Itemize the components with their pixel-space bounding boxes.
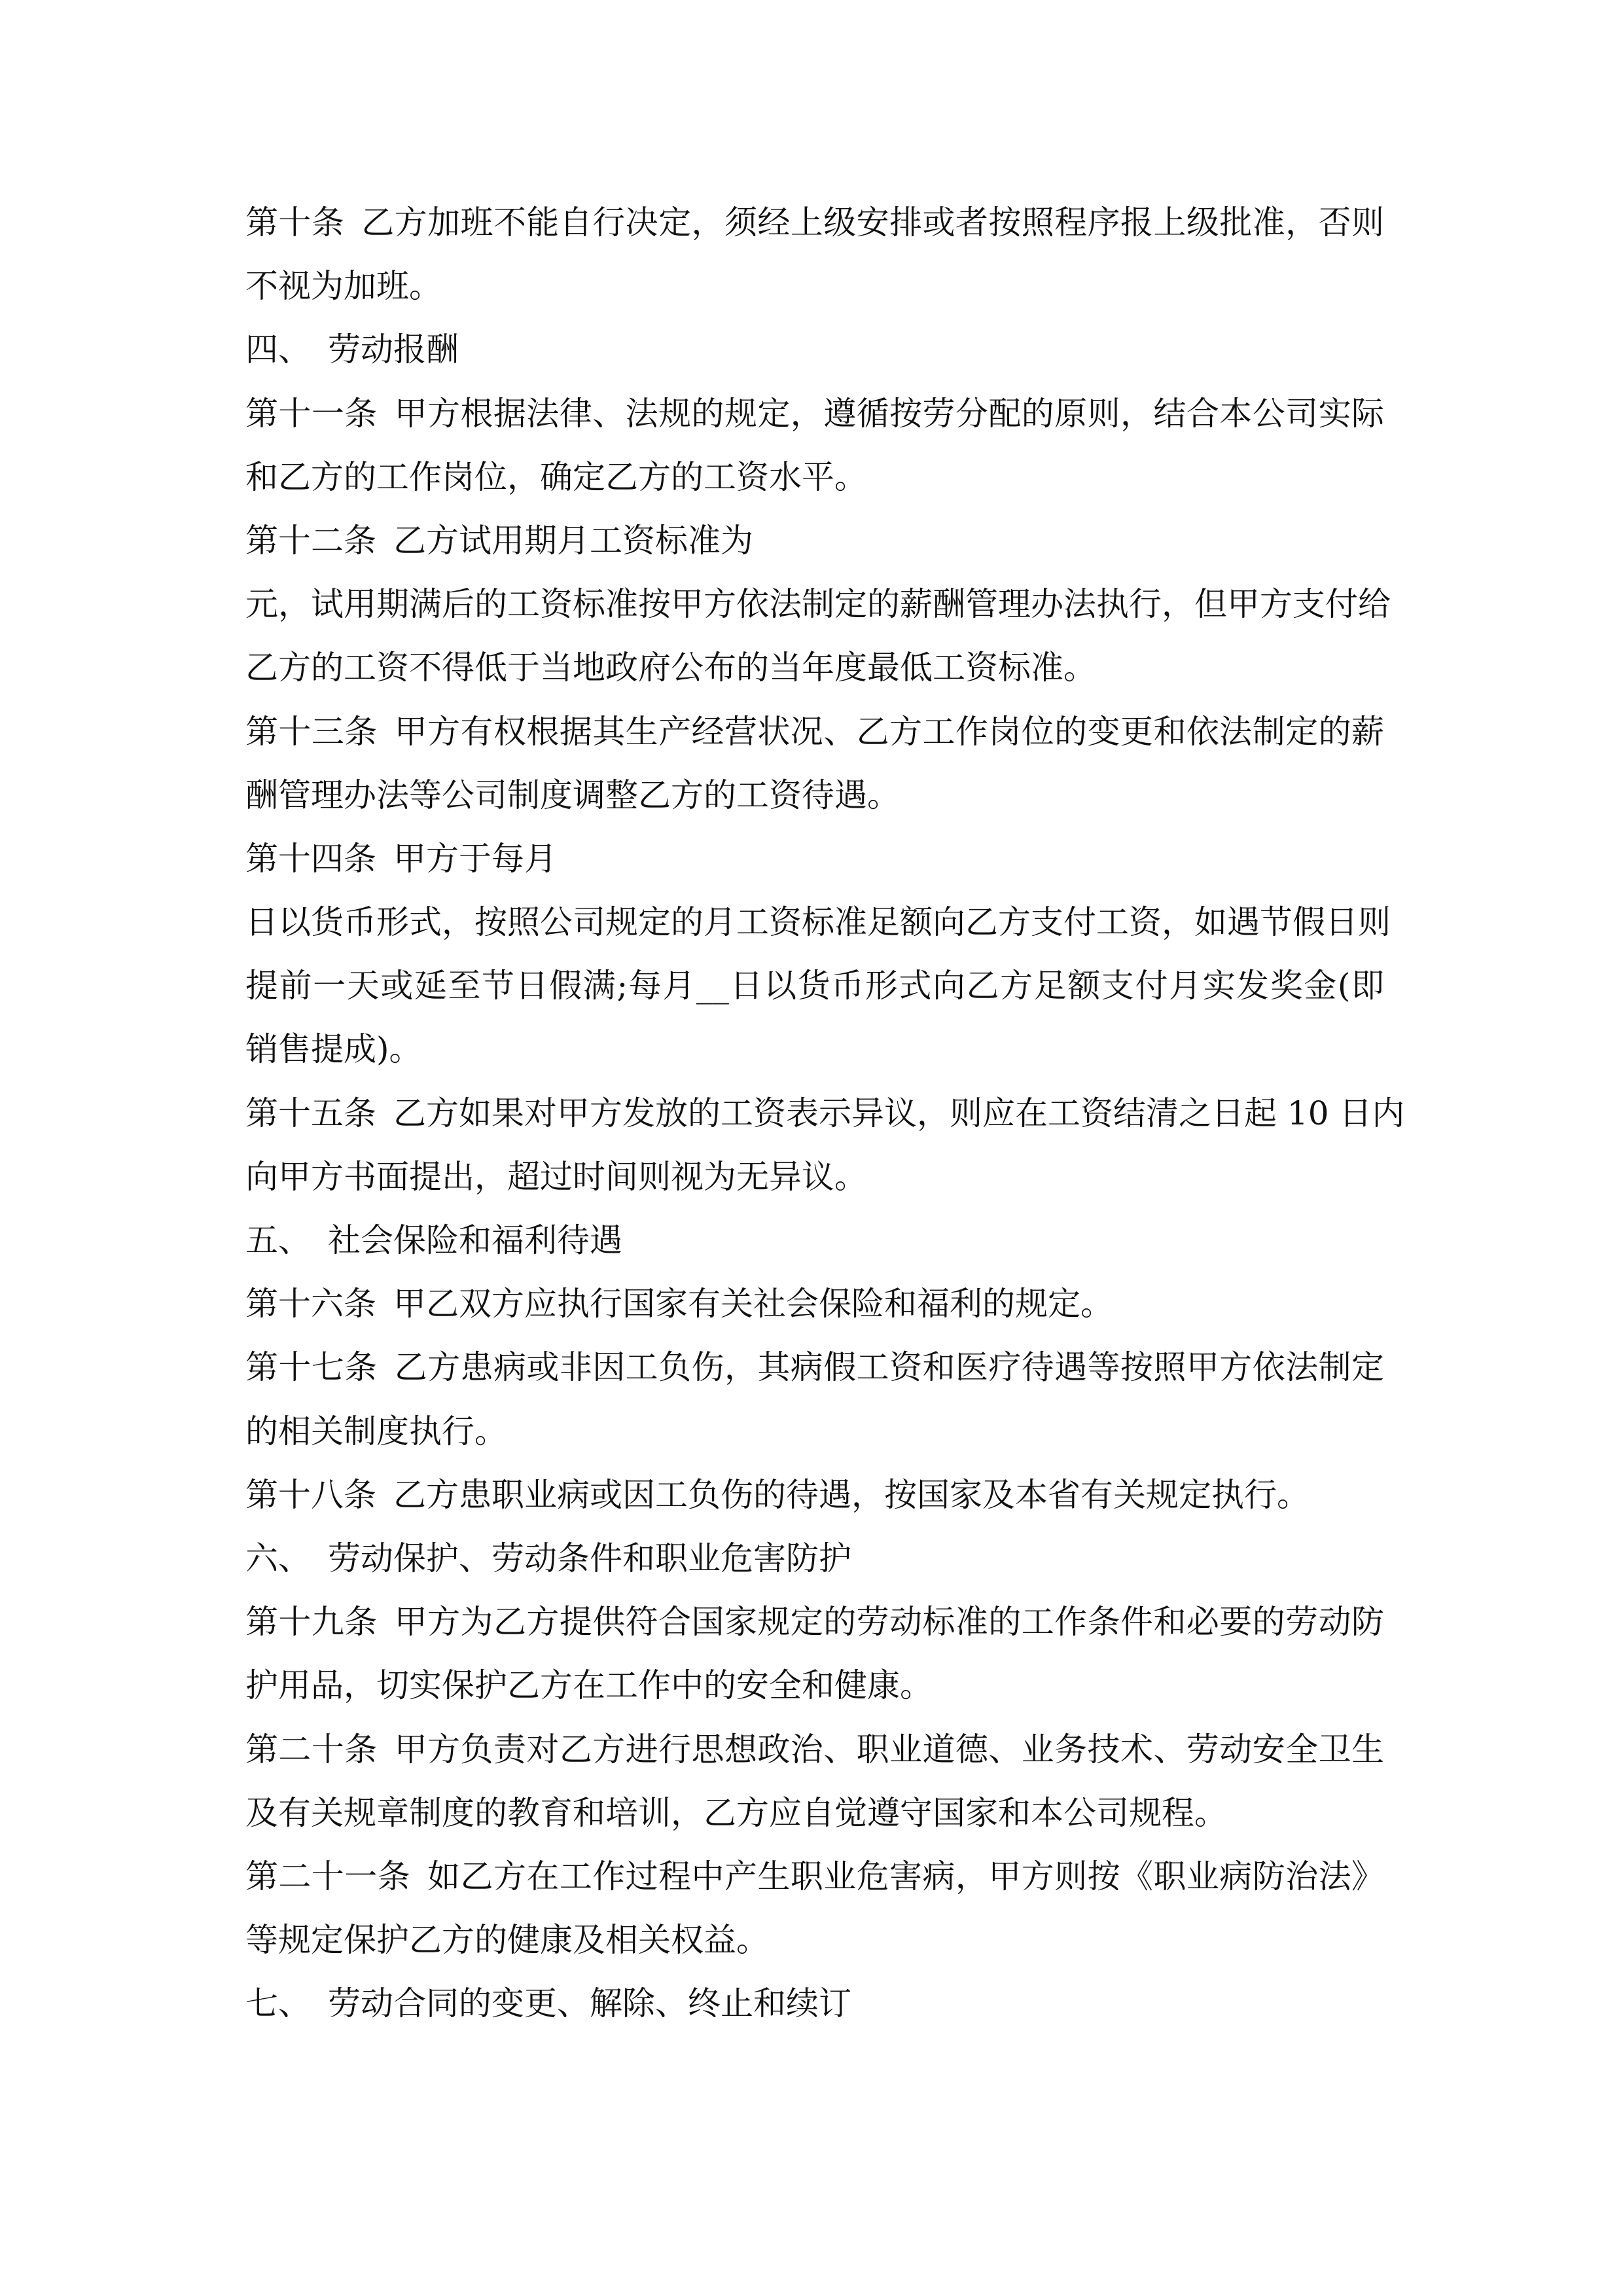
article-text: 乙方患职业病或因工负伤的待遇，按国家及本省有关规定执行。	[393, 1475, 1310, 1514]
article-number: 第十三条	[245, 712, 378, 751]
article-text: 甲方为乙方提供符合国家规定的劳动标准的工作条件和必要的劳动防	[394, 1603, 1385, 1641]
article-12-line-2: 元，试用期满后的工资标准按甲方依法制定的薪酬管理办法执行，但甲方支付给	[245, 585, 1391, 624]
article-text: 乙方如果对甲方发放的工资表示异议，则应在工资结清之日起 10 日内	[393, 1094, 1405, 1132]
document-body	[245, 191, 1405, 2036]
section-number: 六、	[245, 1539, 311, 1577]
article-10-line-1	[245, 191, 1384, 255]
article-17-line-2: 的相关制度执行。	[245, 1412, 507, 1450]
article-15-line-1	[245, 1082, 1405, 1145]
article-14-line-4: 销售提成)。	[245, 1030, 422, 1069]
section-heading-4	[245, 318, 1384, 382]
article-21-line-2: 等规定保护乙方的健康及相关权益。	[245, 1921, 769, 1960]
article-14-line-3: 提前一天或延至节日假满;每月__日以货币形式向乙方足额支付月实发奖金(即	[245, 967, 1384, 1005]
section-number: 五、	[245, 1221, 311, 1259]
section-number: 四、	[245, 331, 311, 369]
article-text: 甲方于每月	[393, 839, 557, 878]
article-12-line-3: 乙方的工资不得低于当地政府公布的当年度最低工资标准。	[245, 649, 1096, 687]
section-title: 劳动合同的变更、解除、终止和续订	[328, 1984, 851, 2023]
section-title: 劳动报酬	[328, 331, 459, 369]
article-20-line-1	[245, 1718, 1384, 1782]
article-14-line-2: 日以货币形式，按照公司规定的月工资标准足额向乙方支付工资，如遇节假日则	[245, 903, 1391, 942]
article-16-line-1	[245, 1272, 1384, 1336]
article-10-line-2: 不视为加班。	[245, 267, 442, 306]
article-text: 甲方负责对乙方进行思想政治、职业道德、业务技术、劳动安全卫生	[394, 1730, 1385, 1768]
article-number: 第二十条	[245, 1730, 378, 1768]
article-13-line-2: 酬管理办法等公司制度调整乙方的工资待遇。	[245, 776, 900, 814]
article-13-line-1	[245, 700, 1384, 764]
section-title: 劳动保护、劳动条件和职业危害防护	[328, 1539, 851, 1577]
section-heading-7	[245, 1972, 1384, 2036]
section-title: 社会保险和福利待遇	[328, 1221, 622, 1259]
article-21-line-1	[245, 1845, 1384, 1909]
article-19-line-1	[245, 1590, 1384, 1654]
article-12-line-1	[245, 509, 1384, 573]
article-11-line-1	[245, 382, 1384, 446]
article-number: 第十九条	[245, 1603, 378, 1641]
article-20-line-2: 及有关规章制度的教育和培训，乙方应自觉遵守国家和本公司规程。	[245, 1793, 1227, 1832]
article-text: 乙方患病或非因工负伤，其病假工资和医疗待遇等按照甲方依法制定	[394, 1348, 1385, 1387]
article-number: 第十二条	[245, 521, 376, 560]
section-heading-5	[245, 1209, 1384, 1272]
article-18-line-1	[245, 1463, 1384, 1527]
article-number: 第十条	[245, 204, 345, 242]
article-text: 甲乙双方应执行国家有关社会保险和福利的规定。	[393, 1285, 1113, 1323]
article-14-line-1	[245, 827, 1384, 891]
article-15-line-2: 向甲方书面提出，超过时间则视为无异议。	[245, 1157, 867, 1196]
article-text: 乙方加班不能自行决定，须经上级安排或者按照程序报上级批准，否则	[361, 204, 1385, 242]
article-number: 第二十一条	[245, 1857, 411, 1895]
article-number: 第十五条	[245, 1094, 376, 1132]
article-text: 乙方试用期月工资标准为	[393, 521, 753, 560]
article-number: 第十七条	[245, 1348, 378, 1387]
article-11-line-2: 和乙方的工作岗位，确定乙方的工资水平。	[245, 457, 867, 496]
article-number: 第十八条	[245, 1475, 376, 1514]
article-number: 第十一条	[245, 394, 378, 433]
article-number: 第十四条	[245, 839, 376, 878]
article-text: 如乙方在工作过程中产生职业危害病，甲方则按《职业病防治法》	[427, 1857, 1385, 1895]
article-text: 甲方有权根据其生产经营状况、乙方工作岗位的变更和依法制定的薪	[394, 712, 1385, 751]
article-text: 甲方根据法律、法规的规定，遵循按劳分配的原则，结合本公司实际	[394, 394, 1385, 433]
article-19-line-2: 护用品，切实保护乙方在工作中的安全和健康。	[245, 1666, 933, 1705]
article-17-line-1	[245, 1336, 1384, 1399]
section-heading-6	[245, 1527, 1384, 1590]
section-number: 七、	[245, 1984, 311, 2023]
article-number: 第十六条	[245, 1285, 376, 1323]
